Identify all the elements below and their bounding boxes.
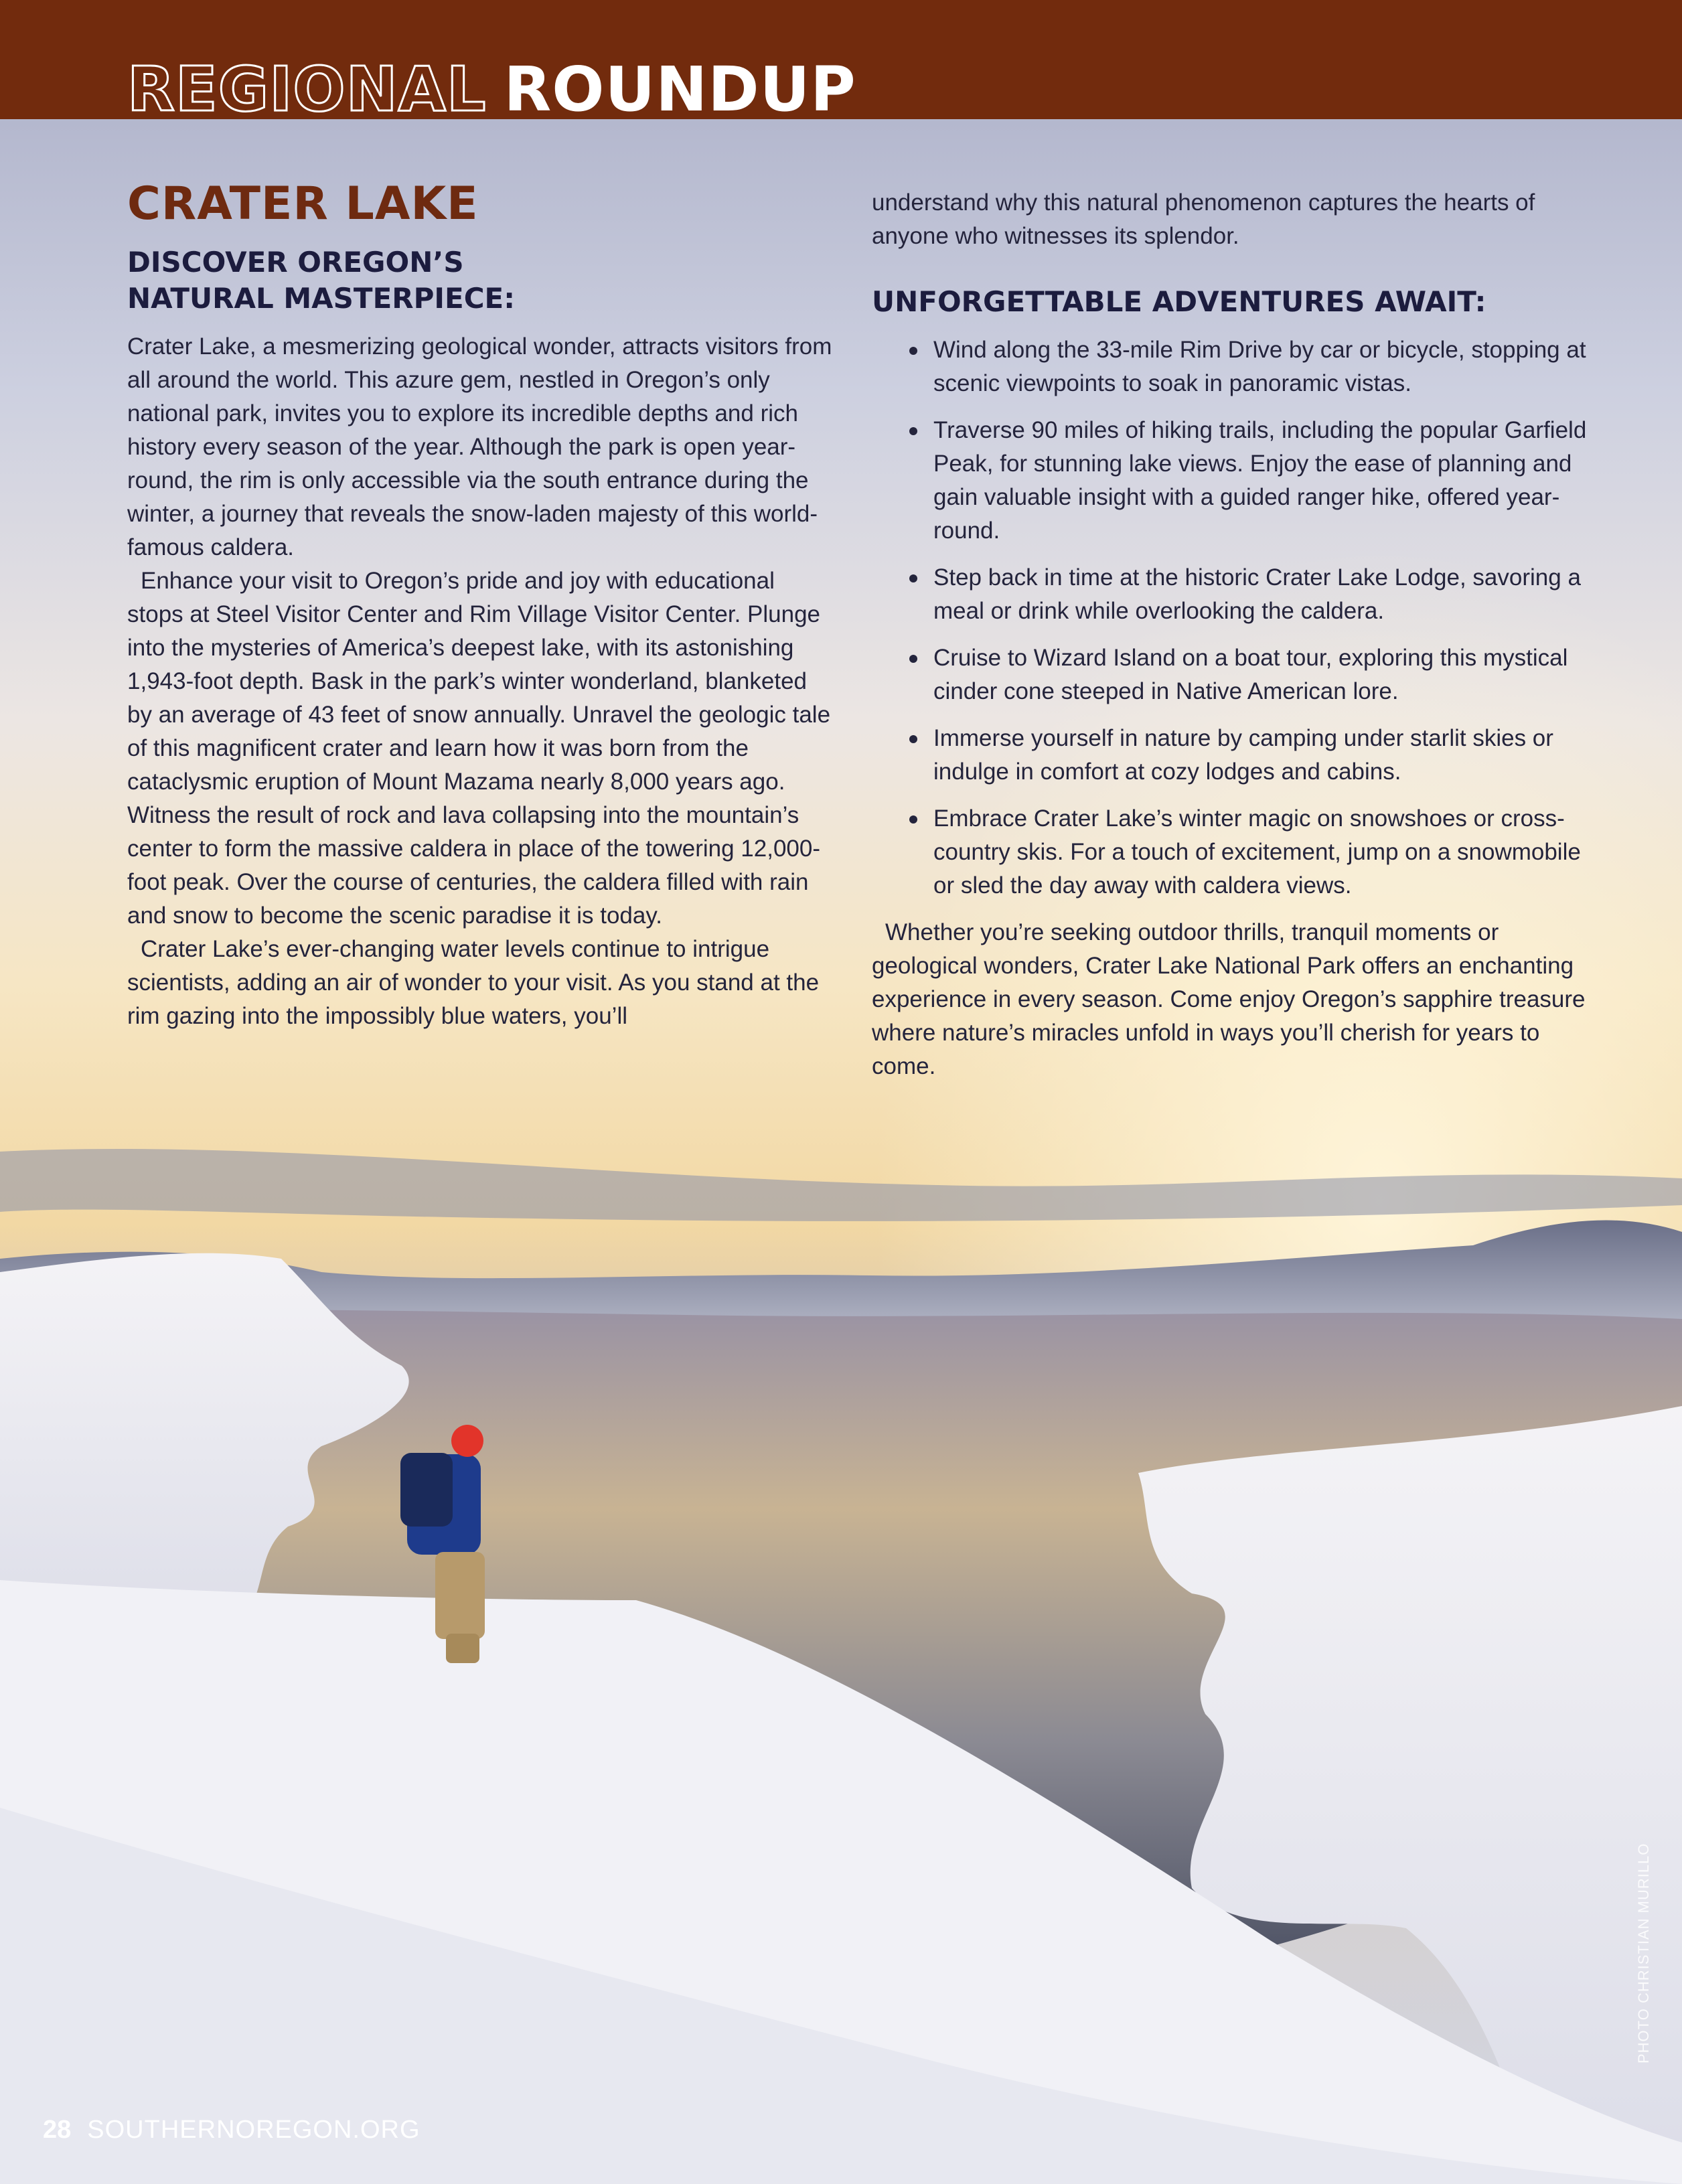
right-column	[872, 186, 1595, 1083]
body-paragraph: Crater Lake, a mesmerizing geological wonder, attracts visitors from all around the world. This azure gem, nestled in Oregon’s only national park, invites you to explore its incredible depths and rich history every season of the year. Although the park is open year-round, the rim is only accessible via the south entrance during the winter, a journey that reveals the snow-laden majesty of this world-famous caldera.	[127, 333, 832, 560]
body-paragraph: understand why this natural phenomenon captures the hearts of anyone who witnesses its splendor.	[872, 189, 1535, 249]
list-item: Cruise to Wizard Island on a boat tour, exploring this mystical cinder cone steeped in Native American lore.	[872, 641, 1595, 708]
closing-paragraph: Whether you’re seeking outdoor thrills, tranquil moments or geological wonders, Crater Lake National Park offers an enchanting experience in every season. Come enjoy Oregon’s sapphire treasure where nature’s miracles unfold in ways you’ll cherish for years to come.	[872, 919, 1586, 1079]
section-header	[127, 54, 856, 125]
photo-credit: PHOTO CHRISTIAN MURILLO	[1635, 1843, 1652, 2063]
list-item: Step back in time at the historic Crater Lake Lodge, savoring a meal or drink while overlooking the caldera.	[872, 561, 1595, 628]
page-number: 28	[43, 2116, 72, 2144]
left-column	[127, 179, 837, 1033]
header-solid-text: ROUNDUP	[504, 54, 856, 125]
adventures-list	[872, 333, 1595, 903]
header-outline-text: REGIONAL	[127, 54, 487, 125]
list-item: Embrace Crater Lake’s winter magic on snowshoes or cross-country skis. For a touch of excitement, jump on a snowmobile or sled the day away with caldera views.	[872, 802, 1595, 903]
adventures-heading: UNFORGETTABLE ADVENTURES AWAIT:	[872, 285, 1486, 318]
list-item: Traverse 90 miles of hiking trails, including the popular Garfield Peak, for stunning lake views. Enjoy the ease of planning and gain valuable insight with a guided ranger hike, offered year-round.	[872, 414, 1595, 548]
body-paragraph: Crater Lake’s ever-changing water levels continue to intrigue scientists, adding an air of wonder to your visit. As you stand at the rim gazing into the impossibly blue waters, you’ll	[127, 935, 820, 1029]
list-item: Wind along the 33-mile Rim Drive by car or bicycle, stopping at scenic viewpoints to soak in panoramic vistas.	[872, 333, 1595, 400]
body-paragraph: Enhance your visit to Oregon’s pride and joy with educational stops at Steel Visitor Center and Rim Village Visitor Center. Plunge into the mysteries of America’s deepest lake, with its astonishing 1,943-foot depth. Bask in the park’s winter wonderland, blanketed by an average of 43 feet of snow annually. Unravel the geologic tale of this magnificent crater and learn how it was born from the cataclysmic eruption of Mount Mazama nearly 8,000 years ago. Witness the result of rock and lava collapsing into the mountain’s center to form the massive caldera in place of the towering 12,000-foot peak. Over the course of centuries, the caldera filled with rain and snow to become the scenic paradise it is today.	[127, 567, 831, 929]
website-url: SOUTHERNOREGON.ORG	[87, 2116, 420, 2144]
article-title: CRATER LAKE	[127, 177, 479, 230]
page-footer	[43, 2116, 420, 2144]
list-item: Immerse yourself in nature by camping under starlit skies or indulge in comfort at cozy lodges and cabins.	[872, 722, 1595, 789]
article-subtitle: DISCOVER OREGON’S NATURAL MASTERPIECE:	[127, 245, 516, 315]
